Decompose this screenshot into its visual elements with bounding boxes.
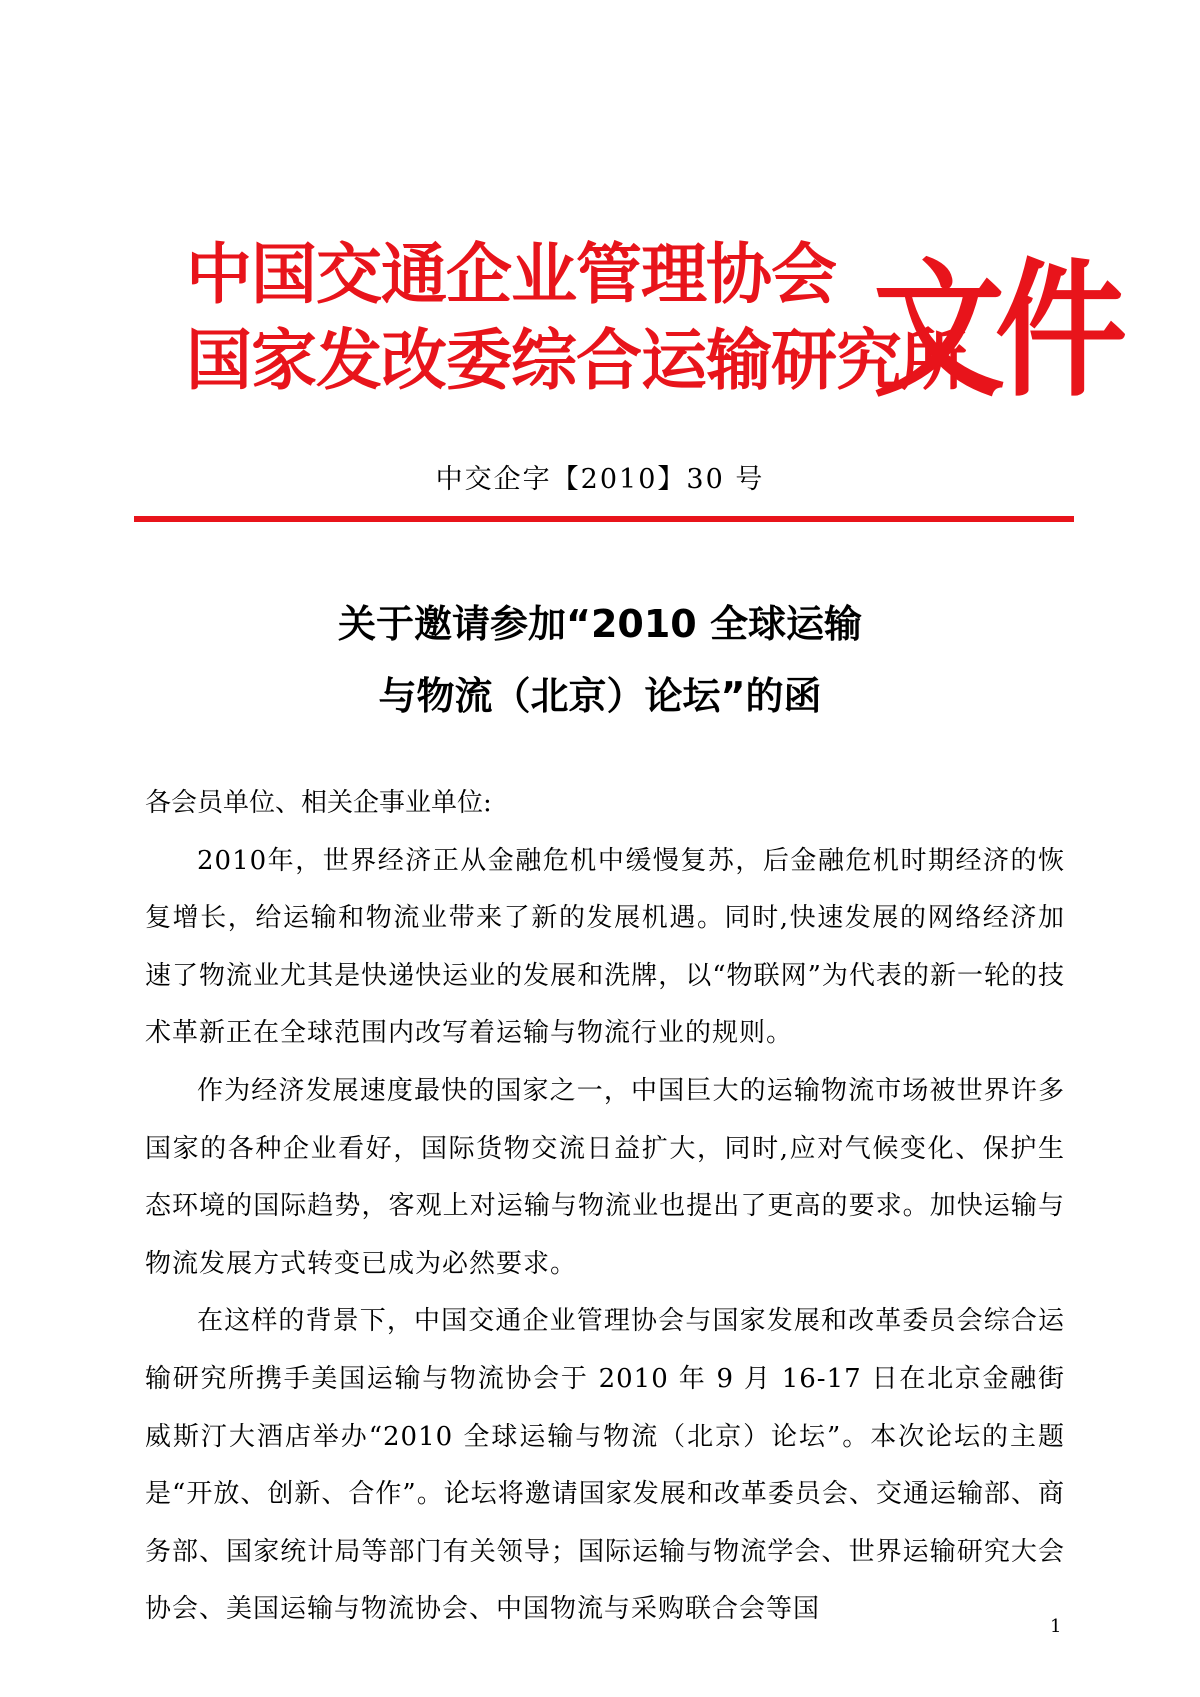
- body-paragraph-1: 2010年，世界经济正从金融危机中缓慢复苏，后金融危机时期经济的恢复增长，给运输和物流业带来了新的发展机遇。同时,快速发展的网络经济加速了物流业尤其是快递快运业的发展和洗牌，以“物联网”为代表的新一轮的技术革新正在全球范围内改写着运输与物流行业的规则。: [145, 845, 1065, 1049]
- letter-title-line-1: 关于邀请参加“2010 全球运输: [338, 602, 862, 646]
- body-paragraph-2: 作为经济发展速度最快的国家之一，中国巨大的运输物流市场被世界许多国家的各种企业看好，国际货物交流日益扩大，同时,应对气候变化、保护生态环境的国际趋势，客观上对运输与物流业也提出了更高的要求。加快运输与物流发展方式转变已成为必然要求。: [145, 1075, 1065, 1279]
- letter-body: [145, 775, 1065, 1639]
- issuing-organization-1: 中国交通企业管理协会: [186, 236, 836, 313]
- document-type-word: 文件: [873, 245, 1117, 418]
- letter-title-line-2: 与物流（北京）论坛”的函: [378, 674, 822, 718]
- body-paragraph-3: 在这样的背景下，中国交通企业管理协会与国家发展和改革委员会综合运输研究所携手美国运输与物流协会于 2010 年 9 月 16-17 日在北京金融街威斯汀大酒店举办“2010 全球运输与物流（北京）论坛”。本次论坛的主题是“开放、创新、合作”。论坛将邀请国家发展和改革委员会、交通运输部、商务部、国家统计局等部门有关领导；国际运输与物流学会、世界运输研究大会协会、美国运输与物流协会、中国物流与采购联合会等国: [145, 1306, 1065, 1625]
- issuing-organizations: [186, 232, 966, 404]
- page-number: 1: [1050, 1616, 1062, 1637]
- red-divider-line: [134, 516, 1074, 522]
- salutation: 各会员单位、相关企事业单位:: [145, 788, 492, 818]
- document-number: 中交企字【2010】30 号: [435, 464, 765, 495]
- letter-title: [0, 588, 1200, 732]
- issuing-organization-2: 国家发改委综合运输研究所: [186, 322, 966, 399]
